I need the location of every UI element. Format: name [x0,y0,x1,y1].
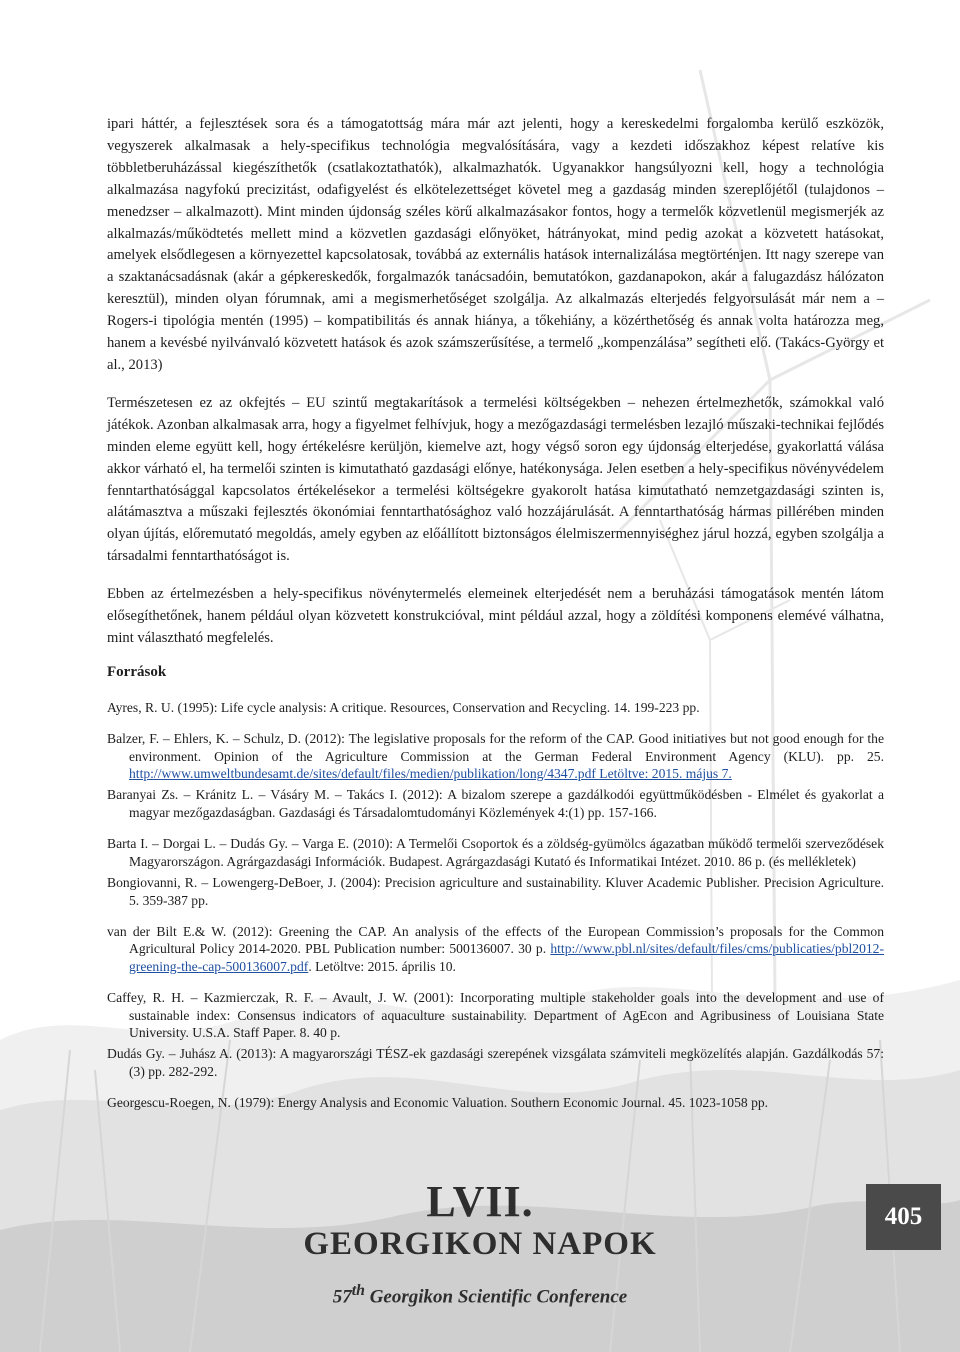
reference-caffey: Caffey, R. H. – Kazmierczak, R. F. – Avault, J. W. (2001): Incorporating multiple stakeholder goals into the development and use of sustainable index: Consensus indicators of aquaculture sustainability. Department of AgEcon and Agribusiness of Louisiana State University. U.S.A. Staff Paper. 8. 40 p. [107,990,884,1040]
footer-subtitle [0,1282,960,1308]
reference-ayres: Ayres, R. U. (1995): Life cycle analysis: A critique. Resources, Conservation and Recycling. 14. 199-223 pp. [107,699,700,715]
footer-subtitle-text: Georgikon Scientific Conference [364,1286,628,1308]
body-paragraph: Természetesen ez az okfejtés – EU szintű megtakarítások a termelési költségekben – nehezen értelmezhetők, számokkal való játékok. Azonban alkalmasak arra, hogy a figyelmet felhívjuk, hogy a mezőgazdasági termelésben lezajló műszaki-technikai fejlődés minden eleme együtt kell, hogy értékelésre kerüljön, kiemelve azt, hogy végső soron egy újdonság elterjedése, gyakorlattá válása akkor várható el, ha termelői szinten is kimutatható gazdasági előnye, hatékonysága. Jelen esetben a hely-specifikus növényvédelem fenntarthatósággal kapcsolatos értékelésekor a termelési költségekre gyakorolt hatása kimutatható nemzetgazdasági szinten is, alátámasztva a műszaki fejlesztés ökonómiai fenntarthatósághoz való hozzájárulását. A fenntarthatóság hármas pillérében minden olyan újítás, előremutató megoldás, amely egyben az előállított biztonságos élelmiszermennyiséghez járul hozzá, egyben szolgálja a társadalmi fenntarthatóságot is. [107,394,884,565]
reference-link[interactable]: http://www.pbl.nl/sites/default/files/cms/publicaties/pbl2012-greening-the-cap-500136007.pdf [129,941,884,974]
reference-bongiovanni: Bongiovanni, R. – Lowengerg-DeBoer, J. (2004): Precision agriculture and sustainability. Kluver Academic Publisher. Precision Agriculture. 5. 359-387 pp. [107,875,884,908]
body-paragraph: ipari háttér, a fejlesztések sora és a támogatottság mára már azt jelenti, hogy a kereskedelmi forgalomba kerülő eszközök, vegyszerek alkalmasak a hely-specifikus technológia megvalósítására, vagy a kezdeti időszakhoz képest relatíve kis többletberuházással kiegészíthetők (csatlakoztathatók), alkalmazhatók. Ugyanakkor hangsúlyozni kell, hogy a technológia alkalmazása nagyfokú precizitást, odafigyelést és elkötelezettséget követel meg a gazdaság minden szereplőjétől (tulajdonos – menedzser – alkalmazott). Mint minden újdonság széles körű alkalmazásakor fontos, hogy a termelők közvetlenül megismerjék az alkalmazás/működtetés mellett mind a közvetlen gazdasági előnyöket, hátrányokat, mind pedig azokat a közvetett hatásokat, amelyek elsődlegesen a környezettel kapcsolatosak, továbbá az externális hatások internalizálása megtörténjen. Itt nagy szerepe van a szaktanácsadásnak (akár a gépkereskedők, forgalmazók tanácsadóin, bemutatókon, gazdanapokon, akár a falugazdász hálózaton keresztül), minden olyan fórumnak, ami a megismerhetőséget szolgálja. Az alkalmazás elterjedés felgyorsulását már nem a – Rogers-i tipológia mentén (1995) – kompatibilitás és annak hiánya, a tőkehiány, a közérthetőség és annak volta határozza meg, hanem a kevésbé nyilvánvaló közvetett hatások és azok számszerűsítése, a termelő „kompenzálása” segítheti elő. (Takács-György et al., 2013) [107,116,884,373]
footer-edition: LVII. [426,1177,534,1226]
reference-baranyai: Baranyai Zs. – Kránitz L. – Vásáry M. – Takács I. (2012): A bizalom szerepe a gazdálkodói együttműködésben - Elmélet és gyakorlat a magyar mezőgazdaságban. Gazdasági és Társadalomtudományi Közlemények 4:(1) pp. 157-166. [107,787,884,820]
sources-heading: Források [107,663,167,680]
reference-dudas: Dudás Gy. – Juhász A. (2013): A magyarországi TÉSZ-ek gazdasági szerepének vizsgálata számviteli megközelítés alapján. Gazdálkodás 57:(3) pp. 282-292. [107,1046,884,1079]
reference-text: . Letöltve: 2015. április 10. [308,958,456,974]
page-content [107,114,884,1126]
reference-link[interactable]: http://www.umweltbundesamt.de/sites/default/files/medien/publikation/long/4347.pdf Letöltve: 2015. május 7. [129,766,732,782]
reference-text: van der Bilt E.& W. (2012): Greening the CAP. An analysis of the effects of the European Commission’s proposals for the Common Agricultural Policy 2014-2020. PBL Publication number: 500136007. 30 p. [107,923,884,957]
page-number: 405 [866,1184,941,1250]
reference-balzer [107,730,884,782]
footer-ordinal: 57 [332,1286,352,1308]
reference-text: Balzer, F. – Ehlers, K. – Schulz, D. (2012): The legislative proposals for the reform of the CAP. Good initiatives but not good enough for the environment. Opinion of the Agriculture Commission at the German Federal Environment Agency (KLU). pp. 25. [107,731,884,764]
footer-title: GEORGIKON NAPOK [303,1226,657,1262]
reference-barta: Barta I. – Dorgai L. – Dudás Gy. – Varga E. (2010): A Termelői Csoportok és a zöldség-gyümölcs ágazatban működő termelői szerveződések Magyarországon. Agrárgazdasági Információk. Budapest. Agrárgazdasági Kutató és Informatikai Intézet. 2010. 86 p. (és mellékletek) [107,836,884,869]
reference-vanderbilt [107,923,884,975]
conference-footer [0,1168,960,1352]
footer-ordinal-suffix: th [351,1282,365,1299]
reference-georgescu: Georgescu-Roegen, N. (1979): Energy Analysis and Economic Valuation. Southern Economic Journal. 45. 1023-1058 pp. [107,1095,769,1111]
body-paragraph: Ebben az értelmezésben a hely-specifikus növénytermelés elemeinek elterjedését nem a beruházási támogatások mentén látom elősegíthetőnek, hanem például olyan közvetett konstrukcióval, mint például azzal, hogy a zöldítési komponens elemévé válhatna, mint választható megfelelés. [107,586,884,646]
